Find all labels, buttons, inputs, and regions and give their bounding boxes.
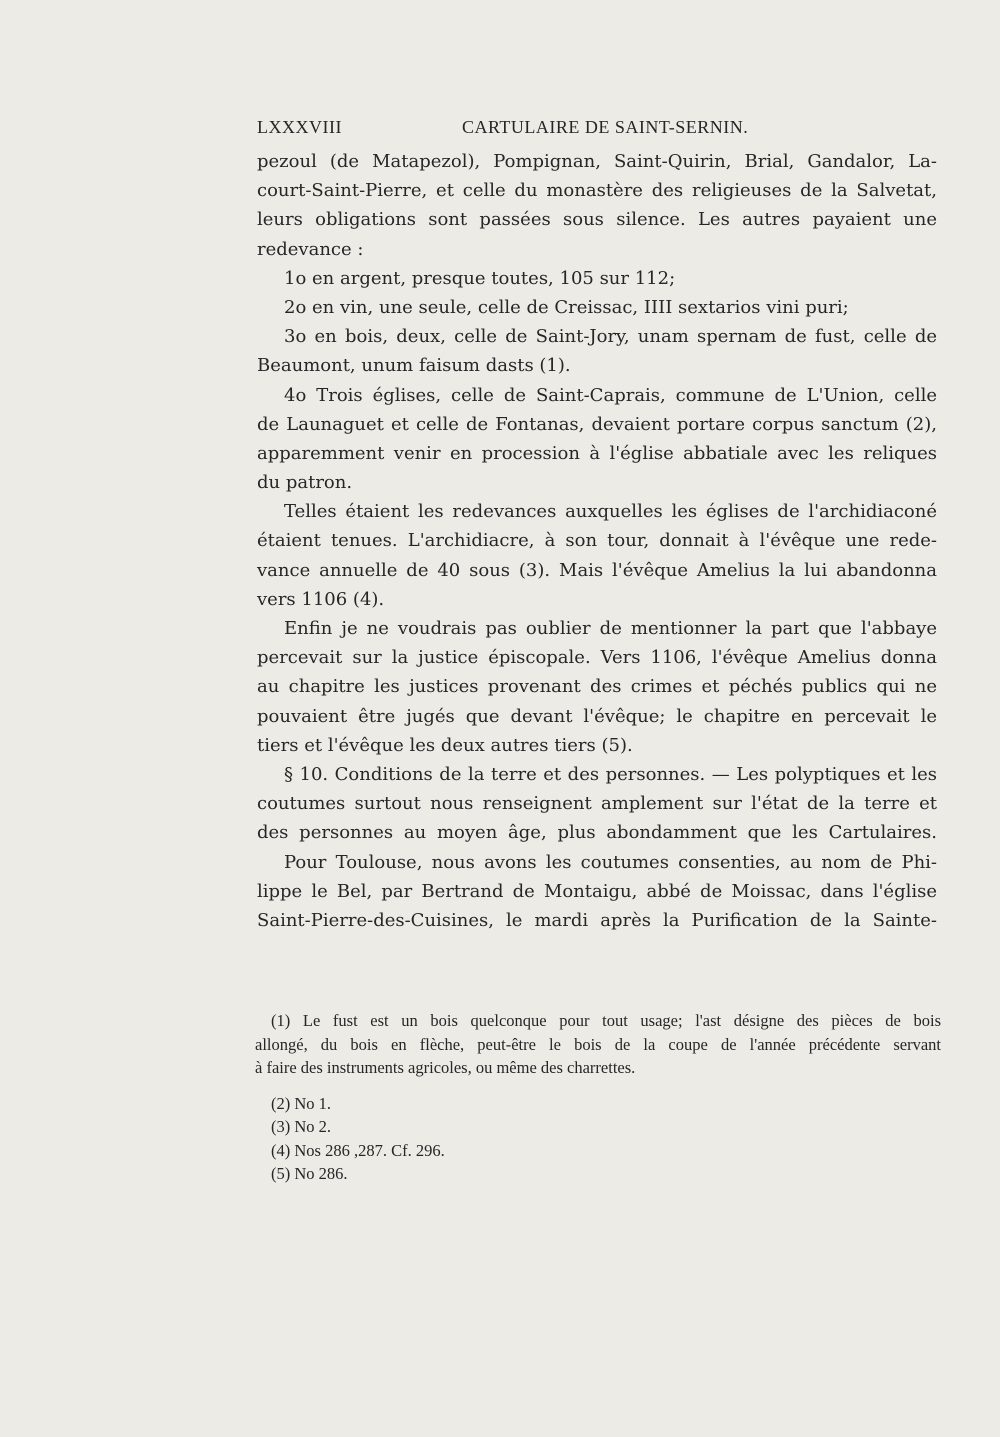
text-line: tiers et l'évêque les deux autres tiers (5). (257, 734, 633, 756)
text-line: Telles étaient les redevances auxquelles les églises de l'archidiaconé (284, 501, 937, 523)
footnote-spacer (271, 1080, 941, 1092)
text-line: lippe le Bel, par Bertrand de Montaigu, abbé de Moissac, dans l'église (257, 880, 937, 902)
footnote-line: (3) No 2. (271, 1117, 332, 1136)
body-text (257, 147, 937, 935)
text-line: 3o en bois, deux, celle de Saint-Jory, unam spernam de fust, celle de (284, 326, 937, 348)
text-line: vers 1106 (4). (257, 588, 385, 610)
text-line: pezoul (de Matapezol), Pompignan, Saint-Quirin, Brial, Gandalor, La- (257, 151, 937, 172)
text-line: court-Saint-Pierre, et celle du monastère des religieuses de la Salvetat, (257, 180, 937, 202)
text-line: de Launaguet et celle de Fontanas, devaient portare corpus sanctum (2), (257, 413, 937, 435)
footnote-line: à faire des instruments agricoles, ou même des charrettes. (255, 1058, 636, 1077)
text-line: du patron. (257, 472, 353, 494)
text-line: 1o en argent, presque toutes, 105 sur 112; (284, 267, 676, 289)
text-line: percevait sur la justice épiscopale. Vers 1106, l'évêque Amelius donna (257, 647, 937, 669)
text-line: vance annuelle de 40 sous (3). Mais l'évêque Amelius la lui abandonna (257, 559, 937, 581)
text-line: coutumes surtout nous renseignent amplement sur l'état de la terre et (257, 793, 937, 815)
text-line: Saint-Pierre-des-Cuisines, le mardi après la Purification de la Sainte- (257, 909, 937, 931)
text-line: leurs obligations sont passées sous silence. Les autres payaient une (257, 209, 937, 231)
text-line: pouvaient être jugés que devant l'évêque; le chapitre en percevait le (257, 705, 937, 727)
footnote-line: allongé, du bois en flèche, peut-être le bois de la coupe de l'année précédente servant (255, 1034, 941, 1054)
text-line: au chapitre les justices provenant des crimes et péchés publics qui ne (257, 676, 937, 698)
footnote-line: (5) No 286. (271, 1164, 348, 1183)
footnote-line: (1) Le fust est un bois quelconque pour tout usage; l'ast désigne des pièces de bois (271, 1011, 941, 1030)
text-line: étaient tenues. L'archidiacre, à son tour, donnait à l'évêque une rede- (257, 530, 937, 552)
text-line: Enfin je ne voudrais pas oublier de mentionner la part que l'abbaye (284, 618, 937, 639)
page-number: LXXXVIII (257, 117, 342, 137)
footnote-line: (2) No 1. (271, 1093, 332, 1113)
text-line: Beaumont, unum faisum dasts (1). (257, 355, 571, 377)
section-heading-line: § 10. Conditions de la terre et des personnes. — Les polyptiques et les (284, 763, 937, 785)
text-line: apparemment venir en procession à l'église abbatiale avec les reliques (257, 442, 937, 464)
text-line: Pour Toulouse, nous avons les coutumes consenties, au nom de Phi- (284, 851, 937, 873)
footnote-line: (4) Nos 286 ,287. Cf. 296. (271, 1140, 445, 1160)
text-line: redevance : (257, 238, 364, 260)
page-header (257, 117, 937, 143)
running-title: CARTULAIRE DE SAINT-SERNIN. (462, 117, 749, 137)
text-line: des personnes au moyen âge, plus abondamment que les Cartulaires. (257, 822, 937, 844)
text-line: 4o Trois églises, celle de Saint-Caprais, commune de L'Union, celle (284, 384, 937, 406)
text-line: 2o en vin, une seule, celle de Creissac, IIII sextarios vini puri; (284, 296, 849, 318)
footnotes (255, 1009, 941, 1186)
